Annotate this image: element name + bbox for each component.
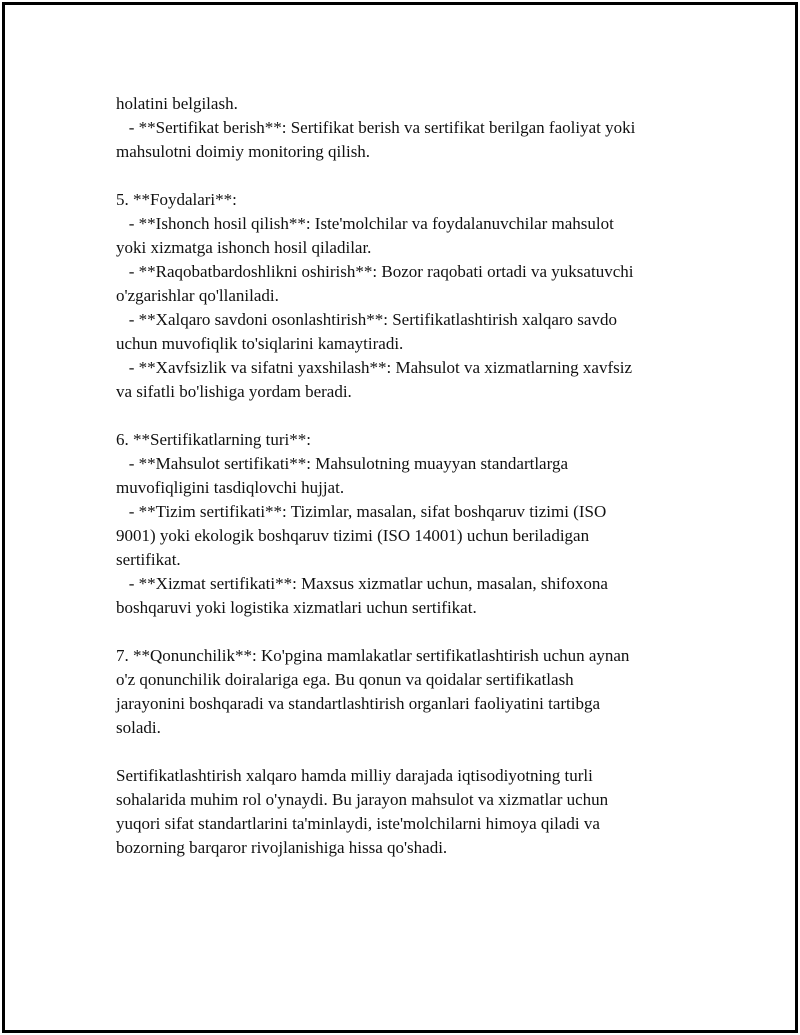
paragraph-gap bbox=[116, 404, 691, 428]
text-line: - **Xalqaro savdoni osonlashtirish**: Sertifikatlashtirish xalqaro savdo bbox=[116, 310, 617, 329]
section-heading: 7. **Qonunchilik**: Ko'pgina mamlakatlar sertifikatlashtirish uchun aynan bbox=[116, 646, 630, 665]
text-line: o'zgarishlar qo'llaniladi. bbox=[116, 286, 279, 305]
section-legislation bbox=[116, 644, 691, 740]
text-line: va sifatli bo'lishiga yordam beradi. bbox=[116, 382, 352, 401]
text-line: mahsulotni doimiy monitoring qilish. bbox=[116, 142, 371, 161]
paragraph-gap bbox=[116, 740, 691, 764]
text-line: - **Mahsulot sertifikati**: Mahsulotning muayyan standartlarga bbox=[116, 454, 568, 473]
text-line: sohalarida muhim rol o'ynaydi. Bu jarayon mahsulot va xizmatlar uchun bbox=[116, 790, 609, 809]
text-line: bozorning barqaror rivojlanishiga hissa qo'shadi. bbox=[116, 838, 448, 857]
text-line: soladi. bbox=[116, 718, 161, 737]
section-heading: 6. **Sertifikatlarning turi**: bbox=[116, 430, 311, 449]
text-line: - **Sertifikat berish**: Sertifikat berish va sertifikat berilgan faoliyat yoki bbox=[116, 118, 636, 137]
text-line: yoki xizmatga ishonch hosil qiladilar. bbox=[116, 238, 372, 257]
text-line: jarayonini boshqaradi va standartlashtirish organlari faoliyatini tartibga bbox=[116, 694, 601, 713]
text-line: - **Raqobatbardoshlikni oshirish**: Bozor raqobati ortadi va yuksatuvchi bbox=[116, 262, 634, 281]
text-line: o'z qonunchilik doiralariga ega. Bu qonun va qoidalar sertifikatlash bbox=[116, 670, 574, 689]
section-heading: 5. **Foydalari**: bbox=[116, 190, 237, 209]
text-line: holatini belgilash. bbox=[116, 94, 238, 113]
text-line: sertifikat. bbox=[116, 550, 181, 569]
text-line: Sertifikatlashtirish xalqaro hamda milliy darajada iqtisodiyotning turli bbox=[116, 766, 593, 785]
text-line: - **Ishonch hosil qilish**: Iste'molchilar va foydalanuvchilar mahsulot bbox=[116, 214, 614, 233]
paragraph-certification-steps-end bbox=[116, 92, 691, 164]
section-certificate-types bbox=[116, 428, 691, 620]
text-line: yuqori sifat standartlarini ta'minlaydi, iste'molchilarni himoya qiladi va bbox=[116, 814, 600, 833]
text-line: 9001) yoki ekologik boshqaruv tizimi (ISO 14001) uchun beriladigan bbox=[116, 526, 590, 545]
text-line: uchun muvofiqlik to'siqlarini kamaytiradi. bbox=[116, 334, 404, 353]
text-line: - **Tizim sertifikati**: Tizimlar, masalan, sifat boshqaruv tizimi (ISO bbox=[116, 502, 607, 521]
text-line: boshqaruvi yoki logistika xizmatlari uchun sertifikat. bbox=[116, 598, 477, 617]
text-line: - **Xavfsizlik va sifatni yaxshilash**: Mahsulot va xizmatlarning xavfsiz bbox=[116, 358, 633, 377]
paragraph-gap bbox=[116, 164, 691, 188]
document-text bbox=[116, 92, 691, 860]
section-benefits bbox=[116, 188, 691, 404]
paragraph-gap bbox=[116, 620, 691, 644]
paragraph-conclusion bbox=[116, 764, 691, 860]
text-line: muvofiqligini tasdiqlovchi hujjat. bbox=[116, 478, 345, 497]
text-line: - **Xizmat sertifikati**: Maxsus xizmatlar uchun, masalan, shifoxona bbox=[116, 574, 608, 593]
